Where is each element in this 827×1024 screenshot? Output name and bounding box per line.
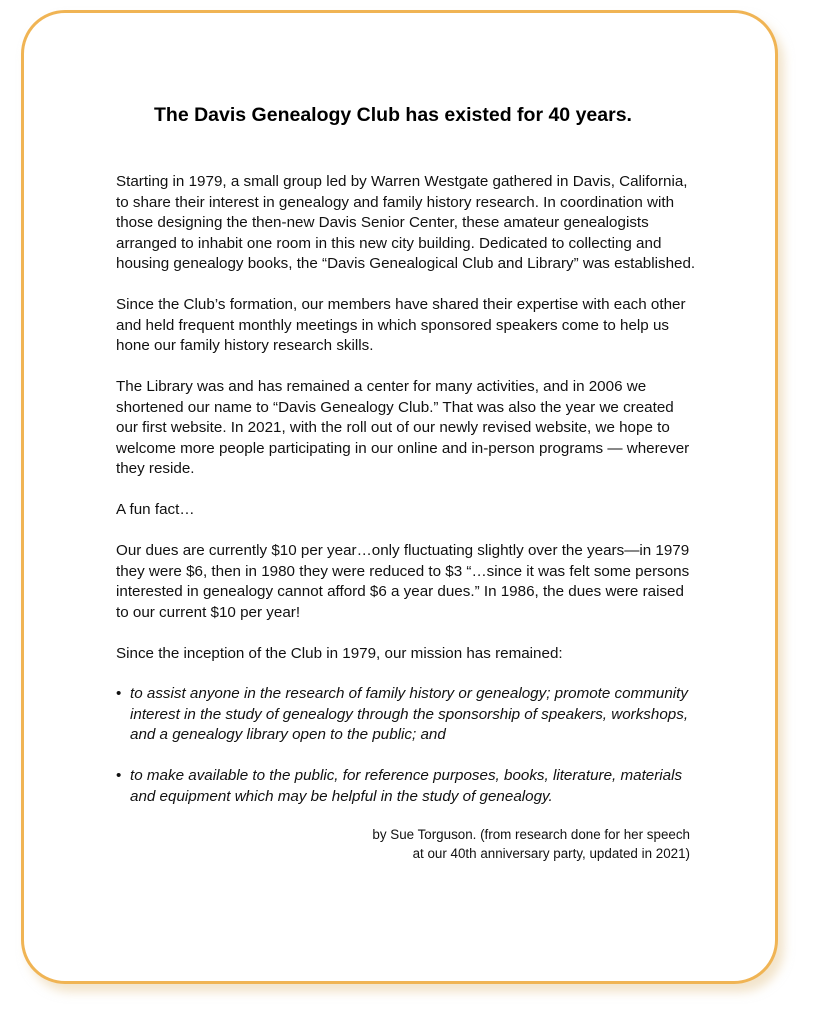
mission-item <box>116 684 696 746</box>
mission-item-text: to assist anyone in the research of family history or genealogy; promote community interest in the study of genealogy through the sponsorship of speakers, workshops, and a genealogy library open to the public; and <box>130 685 689 743</box>
mission-list <box>116 684 696 807</box>
bullet-marker: • <box>116 767 122 784</box>
byline-line-2: at our 40th anniversary party, updated in 2021) <box>412 846 690 861</box>
paragraph-library: The Library was and has remained a center for many activities, and in 2006 we shortened our name to “Davis Genealogy Club.” That was also the year we created our first website. In 2021, with the roll out of our newly revised website, we hope to welcome more people participating in our online and in-person programs — wherever they reside. <box>116 378 690 477</box>
paragraph-dues: Our dues are currently $10 per year…only fluctuating slightly over the years—in 1979 they were $6, then in 1980 they were reduced to $3 “…since it was felt some persons interested in genealogy cannot afford $6 a year dues.” In 1986, the dues were raised to our current $10 per year! <box>116 542 690 621</box>
paragraph-history: Starting in 1979, a small group led by Warren Westgate gathered in Davis, California, to share their interest in genealogy and family history research. In coordination with those designing the then-new Davis Senior Center, these amateur genealogists arranged to inhabit one room in this new city building. Dedicated to collecting and housing genealogy books, the “Davis Genealogical Club and Library” was established. <box>116 173 696 272</box>
bullet-marker: • <box>116 685 122 702</box>
byline-line-1: by Sue Torguson. (from research done for her speech <box>372 827 690 842</box>
byline <box>116 825 690 863</box>
mission-item-text: to make available to the public, for reference purposes, books, literature, materials and equipment which may be helpful in the study of genealogy. <box>130 767 683 805</box>
page-title: The Davis Genealogy Club has existed for 40 years. <box>154 104 632 126</box>
paragraph-mission-intro: Since the inception of the Club in 1979, our mission has remained: <box>116 644 563 662</box>
mission-item <box>116 766 696 807</box>
paragraph-members: Since the Club’s formation, our members have shared their expertise with each other and held frequent monthly meetings in which sponsored speakers come to help us hone our family history research skills. <box>116 296 686 354</box>
article <box>116 104 696 863</box>
paragraph-fun-fact: A fun fact… <box>116 501 195 518</box>
